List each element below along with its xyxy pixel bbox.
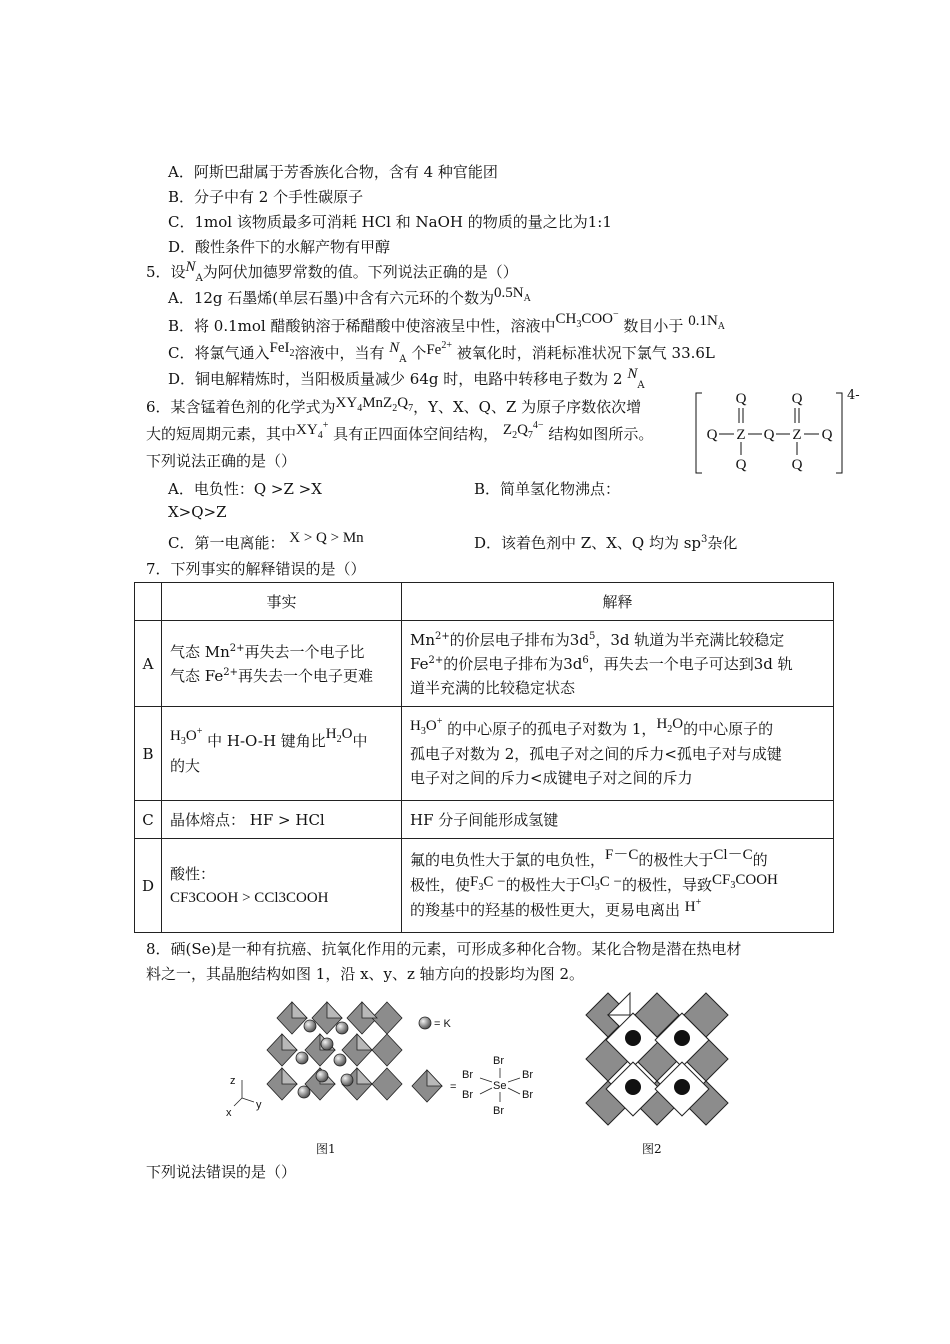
br-label: Br <box>522 1069 533 1081</box>
row-fact: $H_3O^+$ 中 H-O-H 键角比$H_2O$中 的大 <box>162 707 402 801</box>
q6-stem-line1: 6．某含锰着色剂的化学式为$XY_4MnZ_2Q_7$，Y、X、Q、Z 为原子序数依次增 <box>146 395 642 416</box>
axis-z-label: z <box>230 1075 236 1087</box>
row-key: D <box>135 839 162 933</box>
figure-1-caption: 图1 <box>316 1142 336 1156</box>
br-label: Br <box>522 1089 533 1101</box>
svg-text:Q: Q <box>791 457 803 473</box>
q8-stem-line2: 料之一，其晶胞结构如图 1，沿 x、y、z 轴方向的投影均为图 2。 <box>146 965 584 983</box>
figure-2-caption: 图2 <box>642 1142 662 1156</box>
figure-1-crystal-cell <box>222 998 562 1123</box>
q8-question: 下列说法错误的是（） <box>146 1163 297 1181</box>
br-label: Br <box>462 1069 473 1081</box>
svg-text:Q: Q <box>821 427 833 443</box>
row-explanation: HF 分子间能形成氢键 <box>402 801 834 839</box>
q6-option-b: B．简单氢化物沸点： <box>474 480 621 498</box>
q4-option-d: D．酸性条件下的水解产物有甲醇 <box>168 238 391 256</box>
row-fact: 气态 $Mn^{2+}$再失去一个电子比 气态 $Fe^{2+}$再失去一个电子更难 <box>162 621 402 707</box>
q6-option-d: D．该着色剂中 Z、X、Q 均为 $sp^3$杂化 <box>474 534 738 552</box>
legend-k-label: = K <box>434 1018 451 1030</box>
q7-table <box>134 582 834 933</box>
z2q7-structure <box>690 385 870 480</box>
row-key: A <box>135 621 162 707</box>
row-fact: 晶体熔点： HF > HCl <box>162 801 402 839</box>
svg-text:Z: Z <box>736 427 746 443</box>
se-label: Se <box>493 1080 507 1092</box>
svg-text:Q: Q <box>735 457 747 473</box>
row-explanation: $Mn^{2+}$的价层电子排布为$3d^5$，3d 轨道为半充满比较稳定 $Fe^{2+}$的价层电子排布为$3d^6$，再失去一个电子可达到3d 轨 道半充满的比较稳定状态 <box>402 621 834 707</box>
q6-stem-line2: 大的短周期元素，其中$XY_4^+$ 具有正四面体空间结构， $Z_2Q_7^{4-}$ 结构如图所示。 <box>146 420 654 443</box>
row-explanation: 氟的电负性大于氯的电负性，F－C的极性大于Cl－C的 极性，使$F_3C$ −的极性大于$Cl_3C$ −的极性，导致$CF_3COOH$ 的羧基中的羟基的极性更大，更易电离出 H+ <box>402 839 834 933</box>
row-explanation: $H_3O^+$ 的中心原子的孤电子对数为 1，$H_2O$的中心原子的 孤电子对数为 2，孤电子对之间的斥力<孤电子对与成键 电子对之间的斥力<成键电子对之间的斥力 <box>402 707 834 801</box>
table-row <box>135 801 834 839</box>
q7-stem: 7．下列事实的解释错误的是（） <box>146 560 366 578</box>
q5-stem: 5．设$N_A$为阿伏加德罗常数的值。下列说法正确的是（） <box>146 259 518 284</box>
q6-stem-line3: 下列说法正确的是（） <box>146 452 297 470</box>
table-header-row <box>135 583 834 621</box>
svg-text:Q: Q <box>763 427 775 443</box>
q6-option-c: C．第一电离能： X > Q > Mn <box>168 530 364 552</box>
svg-text:Z: Z <box>792 427 802 443</box>
br-label: Br <box>462 1089 473 1101</box>
q6-option-a: A．电负性：Q >Z >X <box>168 480 322 498</box>
q8-stem-line1: 8．硒(Se)是一种有抗癌、抗氧化作用的元素，可形成多种化合物。某化合物是潜在热电材 <box>146 940 742 958</box>
svg-text:Q: Q <box>791 391 803 407</box>
row-key: C <box>135 801 162 839</box>
row-key: B <box>135 707 162 801</box>
q4-option-c: C．1mol 该物质最多可消耗 HCl 和 NaOH 的物质的量之比为1:1 <box>168 213 612 231</box>
q5-option-a: A．12g 石墨烯(单层石墨)中含有六元环的个数为$0.5N_A$ <box>168 285 531 307</box>
charge-label: 4- <box>847 388 860 403</box>
header-fact: 事实 <box>162 583 402 621</box>
q5-option-b: B．将 0.1mol 醋酸钠溶于稀醋酸中使溶液呈中性，溶液中$CH_3COO^-$ 数目小于 $0.1N_A$ <box>168 309 726 335</box>
br-label: Br <box>493 1055 504 1067</box>
figure-2-projection <box>584 991 730 1127</box>
header-explanation: 解释 <box>402 583 834 621</box>
q4-option-b: B．分子中有 2 个手性碳原子 <box>168 188 364 206</box>
row-fact: 酸性： CF3COOH > CCl3COOH <box>162 839 402 933</box>
q5-option-d: D．铜电解精炼时，当阳极质量减少 64g 时，电路中转移电子数为 2 $N_A$ <box>168 366 645 391</box>
svg-text:Q: Q <box>706 427 718 443</box>
q5-option-c: C．将氯气通入FeI$_2$溶液中，当有 $N_A$ 个$Fe^{2+}$ 被氧化时，消耗标准状况下氯气 33.6L <box>168 340 715 365</box>
q4-option-a: A．阿斯巴甜属于芳香族化合物，含有 4 种官能团 <box>168 163 498 181</box>
table-row <box>135 707 834 801</box>
table-row <box>135 621 834 707</box>
table-row <box>135 839 834 933</box>
legend-equals: = <box>450 1081 457 1093</box>
br-label: Br <box>493 1105 504 1117</box>
axis-x-label: x <box>226 1107 232 1119</box>
axis-y-label: y <box>256 1099 262 1111</box>
q6-option-b-cont: X>Q>Z <box>168 503 227 521</box>
svg-text:Q: Q <box>735 391 747 407</box>
header-blank <box>135 583 162 621</box>
